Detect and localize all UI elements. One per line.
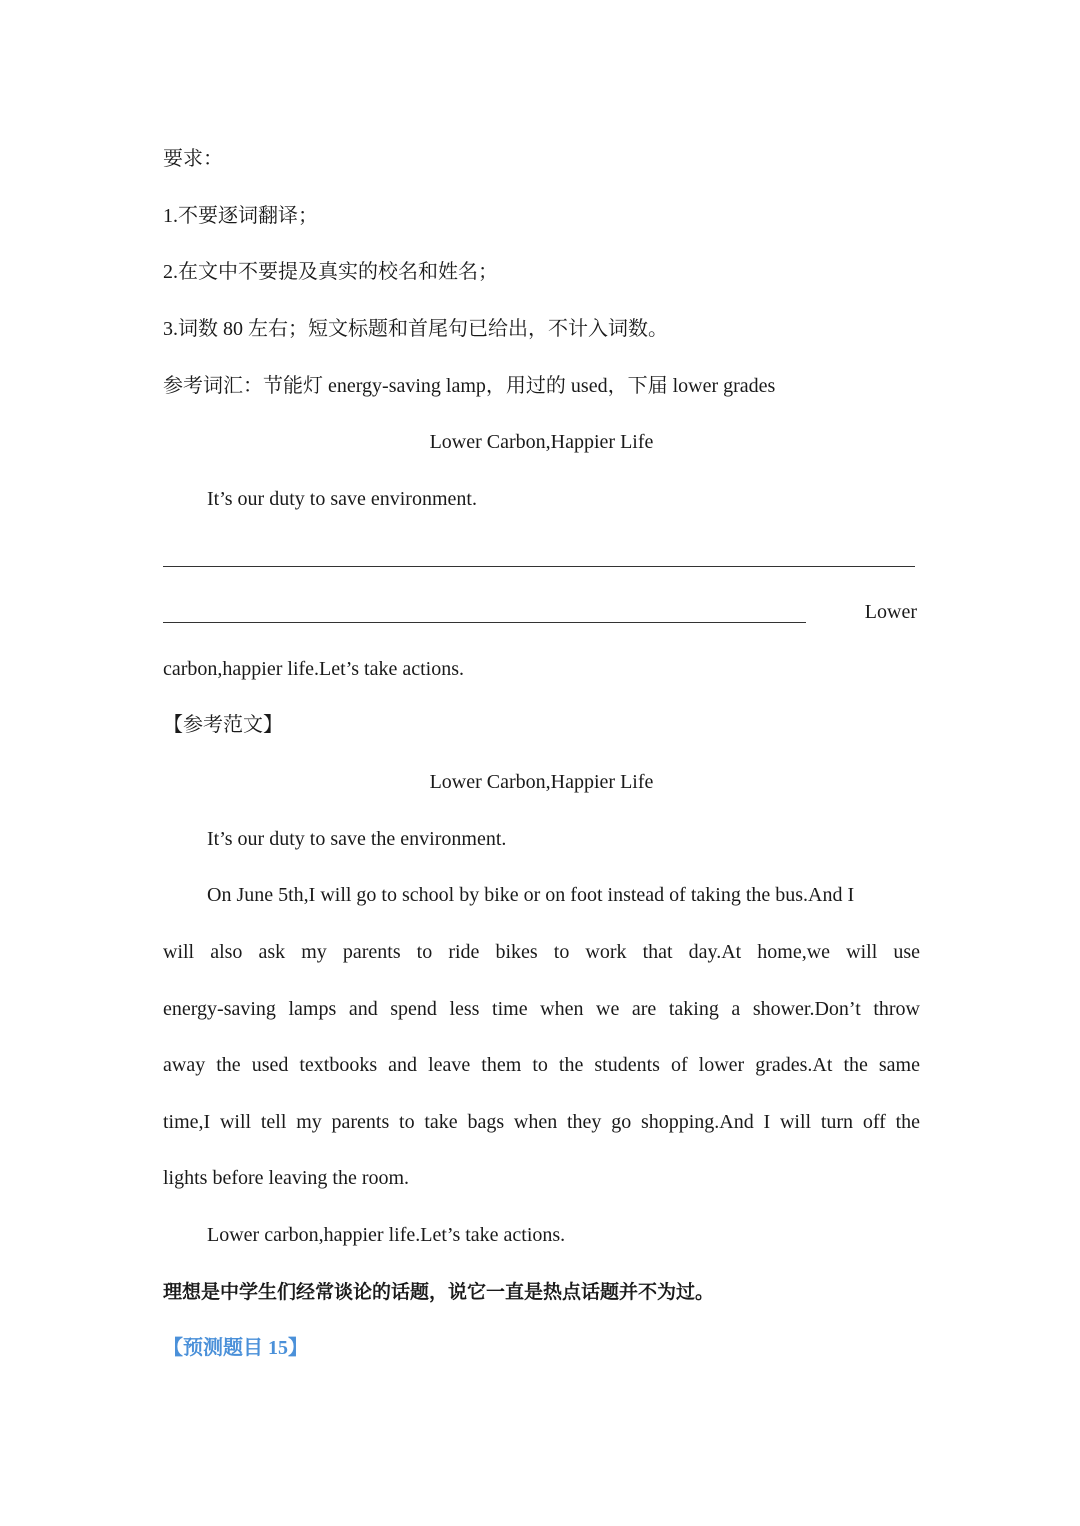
answer-blank-line-1[interactable] <box>163 566 915 567</box>
task-first-sentence: It’s our duty to save environment. <box>207 488 477 510</box>
sample-title: Lower Carbon,Happier Life <box>429 771 654 793</box>
requirement-item-2: 2.在文中不要提及真实的校名和姓名； <box>163 261 498 283</box>
task-last-sentence: carbon,happier life.Let’s take actions. <box>163 658 464 680</box>
sample-body-line: lights before leaving the room. <box>163 1167 410 1189</box>
requirements-heading: 要求： <box>163 148 223 170</box>
sample-essay-label: 【参考范文】 <box>163 714 283 736</box>
sample-closing: Lower carbon,happier life.Let’s take actions. <box>207 1224 566 1246</box>
requirement-item-1: 1.不要逐词翻译； <box>163 205 318 227</box>
sample-body-line: away the used textbooks and leave them to the students of lower grades.At the same <box>163 1054 920 1076</box>
sample-first-sentence: It’s our duty to save the environment. <box>207 828 507 850</box>
task-title: Lower Carbon,Happier Life <box>429 431 654 453</box>
answer-blank-line-2[interactable] <box>163 622 806 623</box>
sample-body-line: On June 5th,I will go to school by bike or on foot instead of taking the bus.And I <box>207 884 855 906</box>
sample-body-line: will also ask my parents to ride bikes to work that day.At home,we will use <box>163 941 920 963</box>
task-end-word: Lower <box>864 601 917 623</box>
reference-vocabulary: 参考词汇：节能灯 energy-saving lamp，用过的 used，下届 lower grades <box>163 375 776 397</box>
requirement-item-3: 3.词数 80 左右；短文标题和首尾句已给出，不计入词数。 <box>163 318 668 340</box>
sample-body-line: energy-saving lamps and spend less time when we are taking a shower.Don’t throw <box>163 998 920 1020</box>
next-question-label: 【预测题目 15】 <box>163 1337 308 1359</box>
topic-note: 理想是中学生们经常谈论的话题，说它一直是热点话题并不为过。 <box>163 1281 715 1303</box>
sample-body-line: time,I will tell my parents to take bags when they go shopping.And I will turn off the <box>163 1111 920 1133</box>
